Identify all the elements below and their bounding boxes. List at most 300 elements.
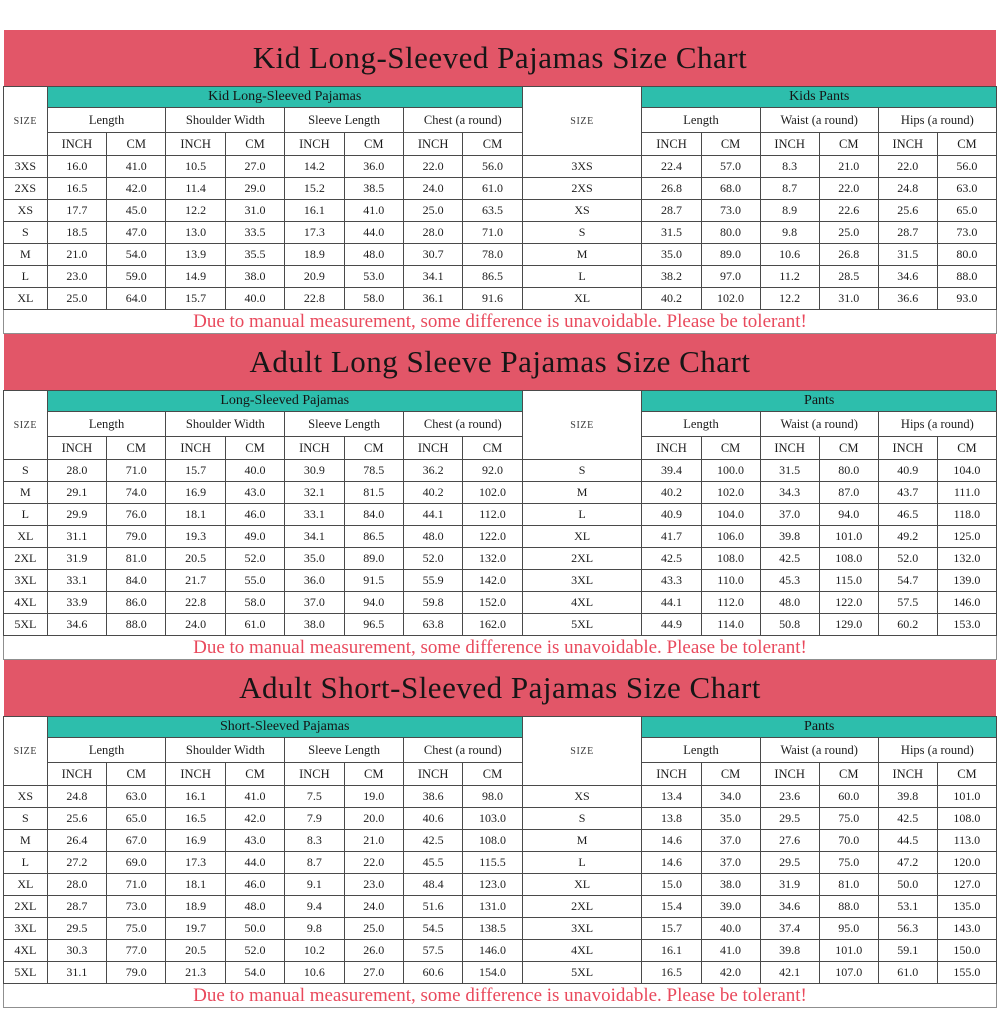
value-cell: 42.0 [701,962,760,984]
value-cell: 63.5 [463,200,522,222]
value-cell: 40.6 [403,808,462,830]
value-cell: 95.0 [819,918,878,940]
value-cell: 14.6 [642,830,701,852]
value-cell: 27.2 [47,852,106,874]
measure-header: Length [642,738,760,763]
value-cell: 89.0 [701,244,760,266]
size-cell: 5XL [522,962,642,984]
unit-header-row [4,437,997,460]
value-cell: 114.0 [701,614,760,636]
value-cell: 54.5 [403,918,462,940]
value-cell: 48.0 [760,592,819,614]
value-cell: 20.5 [166,548,225,570]
value-cell: 52.0 [878,548,937,570]
unit-header-inch: INCH [642,133,701,156]
value-cell: 86.0 [107,592,166,614]
measure-header-row [4,108,997,133]
value-cell: 94.0 [819,504,878,526]
size-cell: 3XL [4,918,48,940]
value-cell: 15.2 [285,178,344,200]
size-cell: S [522,808,642,830]
value-cell: 102.0 [463,482,522,504]
value-cell: 26.4 [47,830,106,852]
value-cell: 57.0 [701,156,760,178]
value-cell: 52.0 [225,940,284,962]
value-cell: 16.0 [47,156,106,178]
value-cell: 17.3 [285,222,344,244]
value-cell: 40.9 [878,460,937,482]
table-row [4,460,997,482]
value-cell: 75.0 [107,918,166,940]
value-cell: 127.0 [937,874,996,896]
value-cell: 8.3 [760,156,819,178]
value-cell: 101.0 [819,526,878,548]
value-cell: 22.8 [285,288,344,310]
value-cell: 29.5 [760,808,819,830]
value-cell: 152.0 [463,592,522,614]
measure-header-row [4,738,997,763]
value-cell: 155.0 [937,962,996,984]
value-cell: 34.1 [403,266,462,288]
value-cell: 69.0 [107,852,166,874]
value-cell: 10.2 [285,940,344,962]
value-cell: 79.0 [107,526,166,548]
section-title: Kid Long-Sleeved Pajamas Size Chart [252,40,748,75]
value-cell: 42.5 [642,548,701,570]
value-cell: 11.4 [166,178,225,200]
size-cell: S [522,460,642,482]
size-table-body [4,786,997,984]
value-cell: 10.5 [166,156,225,178]
value-cell: 27.6 [760,830,819,852]
value-cell: 25.6 [878,200,937,222]
value-cell: 21.0 [344,830,403,852]
value-cell: 54.0 [107,244,166,266]
value-cell: 104.0 [701,504,760,526]
value-cell: 86.5 [344,526,403,548]
value-cell: 33.1 [47,570,106,592]
size-cell: 4XL [522,592,642,614]
value-cell: 25.0 [403,200,462,222]
unit-header-inch: INCH [47,763,106,786]
value-cell: 51.6 [403,896,462,918]
value-cell: 20.9 [285,266,344,288]
table-row [4,592,997,614]
size-cell: L [4,852,48,874]
value-cell: 46.0 [225,504,284,526]
value-cell: 30.3 [47,940,106,962]
unit-header-cm: CM [463,763,522,786]
value-cell: 56.0 [937,156,996,178]
value-cell: 12.2 [760,288,819,310]
group-header-row [4,87,997,108]
measure-header: Hips (a round) [878,738,996,763]
size-table [3,716,997,984]
value-cell: 45.3 [760,570,819,592]
value-cell: 55.0 [225,570,284,592]
value-cell: 43.0 [225,830,284,852]
unit-header-inch: INCH [878,133,937,156]
size-table-header [4,391,997,460]
value-cell: 84.0 [344,504,403,526]
value-cell: 16.1 [166,786,225,808]
value-cell: 37.4 [760,918,819,940]
value-cell: 40.9 [642,504,701,526]
value-cell: 75.0 [819,852,878,874]
value-cell: 81.5 [344,482,403,504]
unit-header-inch: INCH [285,133,344,156]
value-cell: 107.0 [819,962,878,984]
value-cell: 37.0 [760,504,819,526]
size-table-header [4,87,997,156]
value-cell: 20.5 [166,940,225,962]
value-cell: 44.1 [642,592,701,614]
value-cell: 16.5 [642,962,701,984]
table-row [4,156,997,178]
section-title: Adult Long Sleeve Pajamas Size Chart [249,344,751,379]
size-cell: XL [522,874,642,896]
measure-header: Sleeve Length [285,108,404,133]
unit-header-cm: CM [937,133,996,156]
value-cell: 97.0 [701,266,760,288]
value-cell: 98.0 [463,786,522,808]
value-cell: 28.0 [47,874,106,896]
value-cell: 15.7 [166,288,225,310]
value-cell: 28.7 [642,200,701,222]
size-cell: XL [4,874,48,896]
value-cell: 96.5 [344,614,403,636]
value-cell: 80.0 [819,460,878,482]
value-cell: 43.7 [878,482,937,504]
value-cell: 40.2 [642,482,701,504]
value-cell: 131.0 [463,896,522,918]
value-cell: 146.0 [937,592,996,614]
value-cell: 26.8 [642,178,701,200]
value-cell: 40.0 [701,918,760,940]
value-cell: 28.5 [819,266,878,288]
table-row [4,940,997,962]
value-cell: 61.0 [225,614,284,636]
value-cell: 38.0 [285,614,344,636]
value-cell: 91.5 [344,570,403,592]
value-cell: 31.5 [878,244,937,266]
value-cell: 63.8 [403,614,462,636]
value-cell: 58.0 [344,288,403,310]
size-cell: 5XL [4,962,48,984]
disclaimer-note: Due to manual measurement, some difference is unavoidable. Please be tolerant! [3,310,997,334]
size-cell: M [522,482,642,504]
size-cell: M [522,244,642,266]
group-header-right: Kids Pants [642,87,997,108]
value-cell: 17.3 [166,852,225,874]
value-cell: 41.0 [701,940,760,962]
unit-header-inch: INCH [760,437,819,460]
unit-header-cm: CM [701,133,760,156]
value-cell: 31.1 [47,962,106,984]
value-cell: 39.8 [878,786,937,808]
value-cell: 16.9 [166,830,225,852]
value-cell: 60.0 [819,786,878,808]
value-cell: 21.0 [819,156,878,178]
value-cell: 38.6 [403,786,462,808]
value-cell: 22.0 [878,156,937,178]
unit-header-cm: CM [463,133,522,156]
value-cell: 13.0 [166,222,225,244]
value-cell: 118.0 [937,504,996,526]
value-cell: 113.0 [937,830,996,852]
value-cell: 33.5 [225,222,284,244]
measure-header: Shoulder Width [166,412,285,437]
value-cell: 43.3 [642,570,701,592]
unit-header-inch: INCH [285,437,344,460]
value-cell: 13.4 [642,786,701,808]
value-cell: 15.7 [642,918,701,940]
value-cell: 132.0 [463,548,522,570]
size-chart-section-2 [3,334,997,660]
unit-header-cm: CM [344,763,403,786]
measure-header: Shoulder Width [166,108,285,133]
value-cell: 56.3 [878,918,937,940]
value-cell: 93.0 [937,288,996,310]
value-cell: 42.0 [225,808,284,830]
value-cell: 54.0 [225,962,284,984]
value-cell: 35.0 [701,808,760,830]
size-cell: XS [4,786,48,808]
value-cell: 94.0 [344,592,403,614]
unit-header-inch: INCH [166,133,225,156]
value-cell: 18.1 [166,504,225,526]
value-cell: 22.0 [344,852,403,874]
value-cell: 108.0 [463,830,522,852]
value-cell: 21.3 [166,962,225,984]
size-cell: 5XL [4,614,48,636]
value-cell: 153.0 [937,614,996,636]
value-cell: 44.5 [878,830,937,852]
value-cell: 112.0 [463,504,522,526]
value-cell: 16.1 [642,940,701,962]
value-cell: 40.0 [225,288,284,310]
table-row [4,244,997,266]
value-cell: 102.0 [701,482,760,504]
table-row [4,614,997,636]
size-cell: 3XL [522,918,642,940]
value-cell: 29.5 [47,918,106,940]
measure-header: Chest (a round) [403,738,522,763]
table-row [4,222,997,244]
measure-header: Length [642,412,760,437]
value-cell: 14.2 [285,156,344,178]
value-cell: 81.0 [107,548,166,570]
value-cell: 27.0 [225,156,284,178]
value-cell: 16.9 [166,482,225,504]
value-cell: 86.5 [463,266,522,288]
value-cell: 57.5 [878,592,937,614]
unit-header-row [4,133,997,156]
value-cell: 104.0 [937,460,996,482]
value-cell: 132.0 [937,548,996,570]
value-cell: 45.0 [107,200,166,222]
value-cell: 29.0 [225,178,284,200]
value-cell: 35.0 [285,548,344,570]
size-cell: XL [4,526,48,548]
value-cell: 35.5 [225,244,284,266]
value-cell: 36.2 [403,460,462,482]
value-cell: 28.0 [403,222,462,244]
table-row [4,570,997,592]
size-cell: L [522,266,642,288]
unit-header-cm: CM [107,437,166,460]
section-title-banner [4,334,996,390]
value-cell: 28.7 [47,896,106,918]
size-cell: M [522,830,642,852]
size-cell: XS [522,200,642,222]
value-cell: 49.2 [878,526,937,548]
value-cell: 102.0 [701,288,760,310]
value-cell: 34.1 [285,526,344,548]
size-cell: 3XL [522,570,642,592]
group-header-left: Long-Sleeved Pajamas [47,391,522,412]
table-row [4,808,997,830]
table-row [4,266,997,288]
unit-header-cm: CM [107,763,166,786]
table-row [4,896,997,918]
value-cell: 34.3 [760,482,819,504]
value-cell: 45.5 [403,852,462,874]
unit-header-inch: INCH [642,763,701,786]
value-cell: 27.0 [344,962,403,984]
value-cell: 17.7 [47,200,106,222]
value-cell: 81.0 [819,874,878,896]
value-cell: 73.0 [701,200,760,222]
size-cell: 3XS [4,156,48,178]
value-cell: 33.1 [285,504,344,526]
value-cell: 80.0 [701,222,760,244]
value-cell: 59.8 [403,592,462,614]
measure-header: Waist (a round) [760,412,878,437]
table-row [4,918,997,940]
value-cell: 42.5 [403,830,462,852]
value-cell: 143.0 [937,918,996,940]
value-cell: 146.0 [463,940,522,962]
value-cell: 122.0 [463,526,522,548]
value-cell: 36.0 [344,156,403,178]
value-cell: 10.6 [285,962,344,984]
value-cell: 9.8 [285,918,344,940]
unit-header-inch: INCH [760,133,819,156]
value-cell: 44.0 [225,852,284,874]
value-cell: 50.0 [225,918,284,940]
section-title-banner [4,660,996,716]
value-cell: 24.0 [166,614,225,636]
value-cell: 36.0 [285,570,344,592]
value-cell: 32.1 [285,482,344,504]
value-cell: 18.9 [285,244,344,266]
value-cell: 78.0 [463,244,522,266]
value-cell: 8.9 [760,200,819,222]
value-cell: 47.2 [878,852,937,874]
value-cell: 34.6 [760,896,819,918]
value-cell: 8.7 [285,852,344,874]
value-cell: 30.7 [403,244,462,266]
size-cell: L [522,852,642,874]
table-row [4,504,997,526]
unit-header-inch: INCH [878,763,937,786]
size-column-header-left: SIZE [4,717,48,786]
value-cell: 59.1 [878,940,937,962]
size-table-body [4,460,997,636]
value-cell: 31.9 [47,548,106,570]
value-cell: 106.0 [701,526,760,548]
value-cell: 101.0 [819,940,878,962]
value-cell: 111.0 [937,482,996,504]
value-cell: 77.0 [107,940,166,962]
size-column-header-left: SIZE [4,87,48,156]
unit-header-inch: INCH [403,437,462,460]
value-cell: 23.0 [344,874,403,896]
size-cell: 3XS [522,156,642,178]
value-cell: 108.0 [937,808,996,830]
group-header-row [4,391,997,412]
value-cell: 150.0 [937,940,996,962]
size-chart-section-1 [3,30,997,334]
value-cell: 76.0 [107,504,166,526]
value-cell: 8.7 [760,178,819,200]
table-row [4,288,997,310]
value-cell: 26.8 [819,244,878,266]
value-cell: 38.2 [642,266,701,288]
value-cell: 38.0 [701,874,760,896]
value-cell: 44.9 [642,614,701,636]
measure-header: Sleeve Length [285,738,404,763]
value-cell: 42.0 [107,178,166,200]
value-cell: 41.0 [225,786,284,808]
size-cell: L [4,504,48,526]
value-cell: 89.0 [344,548,403,570]
value-cell: 47.0 [107,222,166,244]
value-cell: 22.0 [819,178,878,200]
unit-header-inch: INCH [403,763,462,786]
value-cell: 19.0 [344,786,403,808]
value-cell: 115.5 [463,852,522,874]
value-cell: 65.0 [937,200,996,222]
value-cell: 40.0 [225,460,284,482]
value-cell: 25.0 [819,222,878,244]
value-cell: 23.6 [760,786,819,808]
value-cell: 71.0 [463,222,522,244]
size-chart-sections [3,30,997,1008]
value-cell: 55.9 [403,570,462,592]
value-cell: 73.0 [937,222,996,244]
value-cell: 39.0 [701,896,760,918]
unit-header-cm: CM [937,763,996,786]
unit-header-cm: CM [225,133,284,156]
size-cell: 4XL [522,940,642,962]
value-cell: 31.5 [642,222,701,244]
value-cell: 115.0 [819,570,878,592]
value-cell: 31.9 [760,874,819,896]
value-cell: 101.0 [937,786,996,808]
value-cell: 9.8 [760,222,819,244]
unit-header-cm: CM [225,437,284,460]
size-cell: M [4,830,48,852]
value-cell: 108.0 [701,548,760,570]
value-cell: 22.6 [819,200,878,222]
size-cell: 4XL [4,592,48,614]
value-cell: 63.0 [107,786,166,808]
value-cell: 123.0 [463,874,522,896]
value-cell: 41.0 [107,156,166,178]
value-cell: 28.7 [878,222,937,244]
